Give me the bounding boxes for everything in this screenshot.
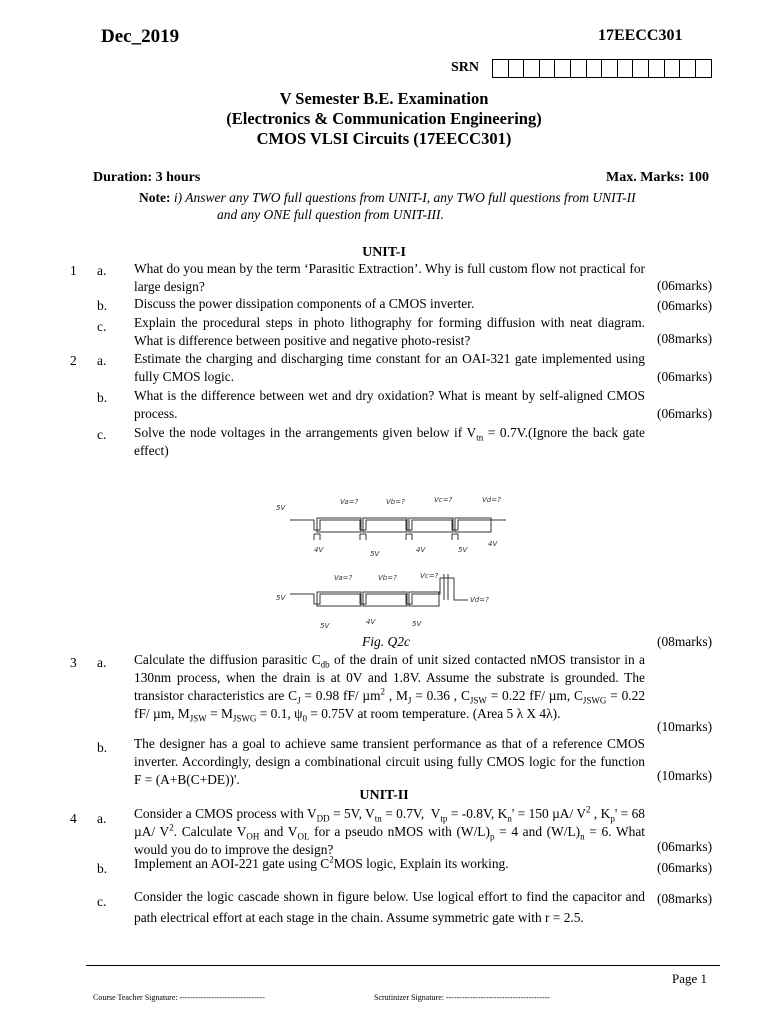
srn-cell[interactable] [524, 60, 540, 77]
q4c-marks: (08marks) [657, 891, 713, 906]
fig-top-vc: Vc=? [434, 496, 453, 504]
note-roman: i) [173, 190, 183, 205]
q1b-text: Discuss the power dissipation components of a CMOS inverter. [134, 296, 475, 311]
q4b-label: b. [97, 861, 108, 876]
q4c-label: c. [97, 894, 107, 909]
q4b-text: Implement an AOI-221 gate using $C^2MOS$ logic, Explain its working. [134, 854, 509, 871]
note-line1: Answer any TWO full questions from UNIT-I, any TWO full questions from UNIT-II [185, 190, 636, 205]
q2c-text-pre: Solve the node voltages in the arrangements given below if V [134, 425, 477, 440]
q3b-marks: (10marks) [657, 768, 713, 783]
srn-cell[interactable] [602, 60, 618, 77]
q4b-marks: (06marks) [657, 860, 713, 875]
fig-bot-vd: Vd=? [470, 596, 489, 604]
fig-bot-vc: Vc=? [420, 572, 439, 580]
fig-top-g1: 4V [314, 546, 324, 554]
q4a-label: a. [97, 811, 107, 826]
srn-cell[interactable] [696, 60, 712, 77]
note-line2: and any ONE full question from UNIT-III. [217, 207, 444, 222]
srn-cell[interactable] [633, 60, 649, 77]
fig-top-5v: 5V [276, 504, 286, 512]
srn-cell[interactable] [571, 60, 587, 77]
q1b-marks: (06marks) [657, 298, 713, 313]
q2c-label: c. [97, 427, 107, 442]
srn-cell[interactable] [540, 60, 556, 77]
q1a-marks: (06marks) [657, 278, 713, 293]
fig-top-g5: 4V [488, 540, 498, 548]
duration: Duration: 3 hours [93, 170, 201, 185]
note-label: Note: [139, 190, 171, 205]
q4a-text: Consider a CMOS process with $V_{DD} = 5V$, $V_{tn} = 0.7V$, $V_{tp} = -0.8V$, $K_n' = 150$ µA/ $V^2$ , $K_p' = 68$ µA/ $V^2$. Calculate $V_{OH}$ and $V_{OL}$ for a pseudo nMOS with $(W/L)_p = 4$ and $(W/L)_n = 6$. What would you do to improve the design? [134, 804, 645, 857]
q3a-text: Calculate the diffusion parasitic $C_{db}$ of the drain of unit sized contacted nMOS transistor in a 130nm process, when the drain is at 0V and 1.8V. Assume the substrate is grounded. The transistor characteristics are $C_J = 0.98$ fF/ µm$^2$ , $M_J = 0.36$ , $C_{JSW} = 0.22$ fF/ µm, $C_{JSWG} = 0.22$ fF/ µm, $M_{JSW} = M_{JSWG} = 0.1$, $\psi_0 = 0.75V$ at room temperature. (Area 5 λ X 4λ). [134, 652, 646, 724]
q2c-text-sub: tn [476, 432, 484, 443]
q2c-text-post: = 0.7V.(Ignore the back gate effect) [134, 425, 645, 458]
q3a-label: a. [97, 655, 107, 670]
srn-cell[interactable] [618, 60, 634, 77]
fig-bot-va: Va=? [334, 574, 353, 582]
q2c-marks: (08marks) [657, 634, 713, 649]
srn-cell[interactable] [649, 60, 665, 77]
q4-number: 4 [70, 811, 77, 826]
fig-bot-vb: Vb=? [378, 574, 397, 582]
q2c-text [134, 424, 645, 460]
note [139, 190, 636, 206]
fig-top-g3: 4V [416, 546, 426, 554]
fig-bot-g1: 5V [320, 622, 330, 630]
q1c-text: Explain the procedural steps in photo lithography for forming diffusion with neat diagram. What is difference between positive and negative photo-resist? [134, 315, 645, 348]
fig-top-vb: Vb=? [386, 498, 405, 506]
q4c-text: Consider the logic cascade shown in figure below. Use logical effort to find the capacitor and path electrical effort at each stage in the chain. Assume symmetric gate with r = 2.5. [134, 889, 645, 925]
q3b-text: The designer has a goal to achieve same transient performance as that of a reference CMOS inverter. Accordingly, design a combinational circuit using fully CMOS logic for the function F = (A+B(C+DE))'. [134, 736, 645, 787]
q2a-text: Estimate the charging and discharging time constant for an OAI-321 gate implemented using fully CMOS logic. [134, 351, 645, 384]
fig-top-va: Va=? [340, 498, 359, 506]
fig-bot-g2: 4V [366, 618, 376, 626]
srn-cell[interactable] [665, 60, 681, 77]
q2b-marks: (06marks) [657, 406, 713, 421]
srn-label: SRN [451, 60, 480, 75]
exam-date: Dec_2019 [101, 26, 180, 47]
figure-q2c [262, 482, 524, 634]
fig-top-g4: 5V [458, 546, 468, 554]
srn-cell[interactable] [555, 60, 571, 77]
course-code: 17EECC301 [598, 27, 683, 44]
srn-cell[interactable] [509, 60, 525, 77]
srn-cell[interactable] [680, 60, 696, 77]
q1a-text: What do you mean by the term ‘Parasitic Extraction’. Why is full custom flow not practical for large design? [134, 261, 645, 294]
q1c-label: c. [97, 319, 107, 334]
figure-caption: Fig. Q2c [362, 634, 410, 649]
fig-bot-g3: 5V [412, 620, 422, 628]
q2a-marks: (06marks) [657, 369, 713, 384]
q3a-marks: (10marks) [657, 719, 713, 734]
q2b-text: What is the difference between wet and dry oxidation? What is meant by self-aligned CMOS process. [134, 388, 645, 421]
q1a-label: a. [97, 263, 107, 278]
unit2-heading: UNIT-II [359, 788, 409, 803]
q2b-label: b. [97, 390, 108, 405]
unit1-heading: UNIT-I [362, 245, 406, 260]
q2-number: 2 [70, 353, 77, 368]
q3-number: 3 [70, 655, 77, 670]
q2a-label: a. [97, 353, 107, 368]
srn-cell[interactable] [587, 60, 603, 77]
q1b-label: b. [97, 298, 108, 313]
srn-cell[interactable] [493, 60, 509, 77]
page-number: Page 1 [672, 971, 708, 986]
footer-rule [86, 965, 720, 966]
srn-boxes[interactable] [492, 59, 712, 78]
course-name: CMOS VLSI Circuits (17EECC301) [256, 129, 512, 148]
exam-title: V Semester B.E. Examination [279, 89, 489, 108]
fig-top-vd: Vd=? [482, 496, 501, 504]
max-marks: Max. Marks: 100 [606, 170, 710, 185]
fig-bot-5v: 5V [276, 594, 286, 602]
scrutinizer-signature: Scrutinizer Signature: --------------------------------------- [374, 993, 550, 1002]
course-teacher-signature: Course Teacher Signature: -------------------------------- [93, 993, 265, 1002]
fig-top-g2: 5V [370, 550, 380, 558]
q4a-marks: (06marks) [657, 839, 713, 854]
exam-branch: (Electronics & Communication Engineering) [226, 109, 542, 128]
q1c-marks: (08marks) [657, 331, 713, 346]
q1-number: 1 [70, 263, 77, 278]
q3b-label: b. [97, 740, 108, 755]
